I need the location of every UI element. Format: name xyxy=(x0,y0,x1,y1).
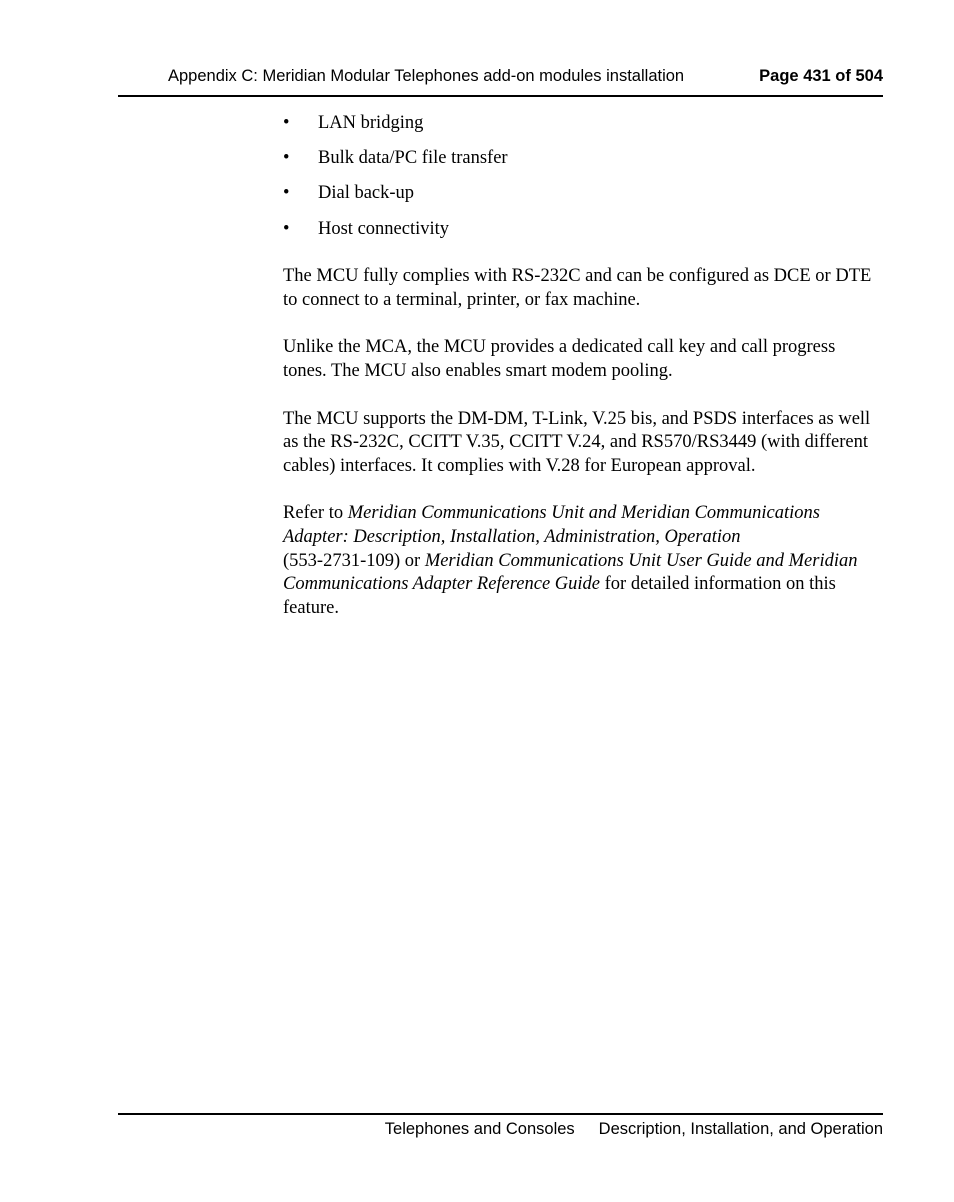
bullet-icon: • xyxy=(283,183,290,204)
paragraph-call-key: Unlike the MCA, the MCU provides a dedicated call key and call progress tones. The MCU also enables smart modem pooling. xyxy=(283,337,836,381)
paragraph-interfaces: The MCU supports the DM-DM, T-Link, V.25 bis, and PSDS interfaces as well as the RS-232C, CCITT V.35, CCITT V.24, and RS570/RS3449 (with different cables) interfaces. It complies with V.28 for European approval. xyxy=(283,408,871,476)
list-item xyxy=(283,112,883,136)
bullet-list xyxy=(283,112,883,241)
list-item xyxy=(283,218,883,242)
footer-right: Description, Installation, and Operation xyxy=(598,1120,883,1138)
header-title: Appendix C: Meridian Modular Telephones add-on modules installation xyxy=(168,67,685,85)
page-footer xyxy=(118,1113,883,1138)
list-item-text: Bulk data/PC file transfer xyxy=(318,148,508,169)
reference-mid: (553-2731-109) or xyxy=(283,550,425,571)
reference-tail: for detailed information on this feature. xyxy=(283,574,836,618)
page-header xyxy=(118,64,883,97)
list-item-text: Dial back-up xyxy=(318,183,415,204)
paragraph-references xyxy=(283,502,883,620)
page-content xyxy=(283,112,883,620)
reference-lead: Refer to xyxy=(283,503,348,524)
reference-title-1: Meridian Communications Unit and Meridian Communications Adapter: Description, Installation, Administration, Operation xyxy=(283,503,820,547)
footer-left: Telephones and Consoles xyxy=(384,1120,575,1138)
reference-title-2: Meridian Communications Unit User Guide and Meridian Communications Adapter Reference Guide xyxy=(283,550,858,595)
list-item xyxy=(283,147,883,171)
bullet-icon: • xyxy=(283,113,290,133)
bullet-icon: • xyxy=(283,218,290,239)
footer-text xyxy=(385,1120,883,1139)
page-number: Page 431 of 504 xyxy=(759,67,883,85)
paragraph-rs232c: The MCU fully complies with RS-232C and can be configured as DCE or DTE to connect to a terminal, printer, or fax machine. xyxy=(283,266,872,310)
list-item-text: LAN bridging xyxy=(318,113,424,133)
list-item xyxy=(283,182,883,206)
bullet-icon: • xyxy=(283,148,290,169)
list-item-text: Host connectivity xyxy=(318,218,450,239)
